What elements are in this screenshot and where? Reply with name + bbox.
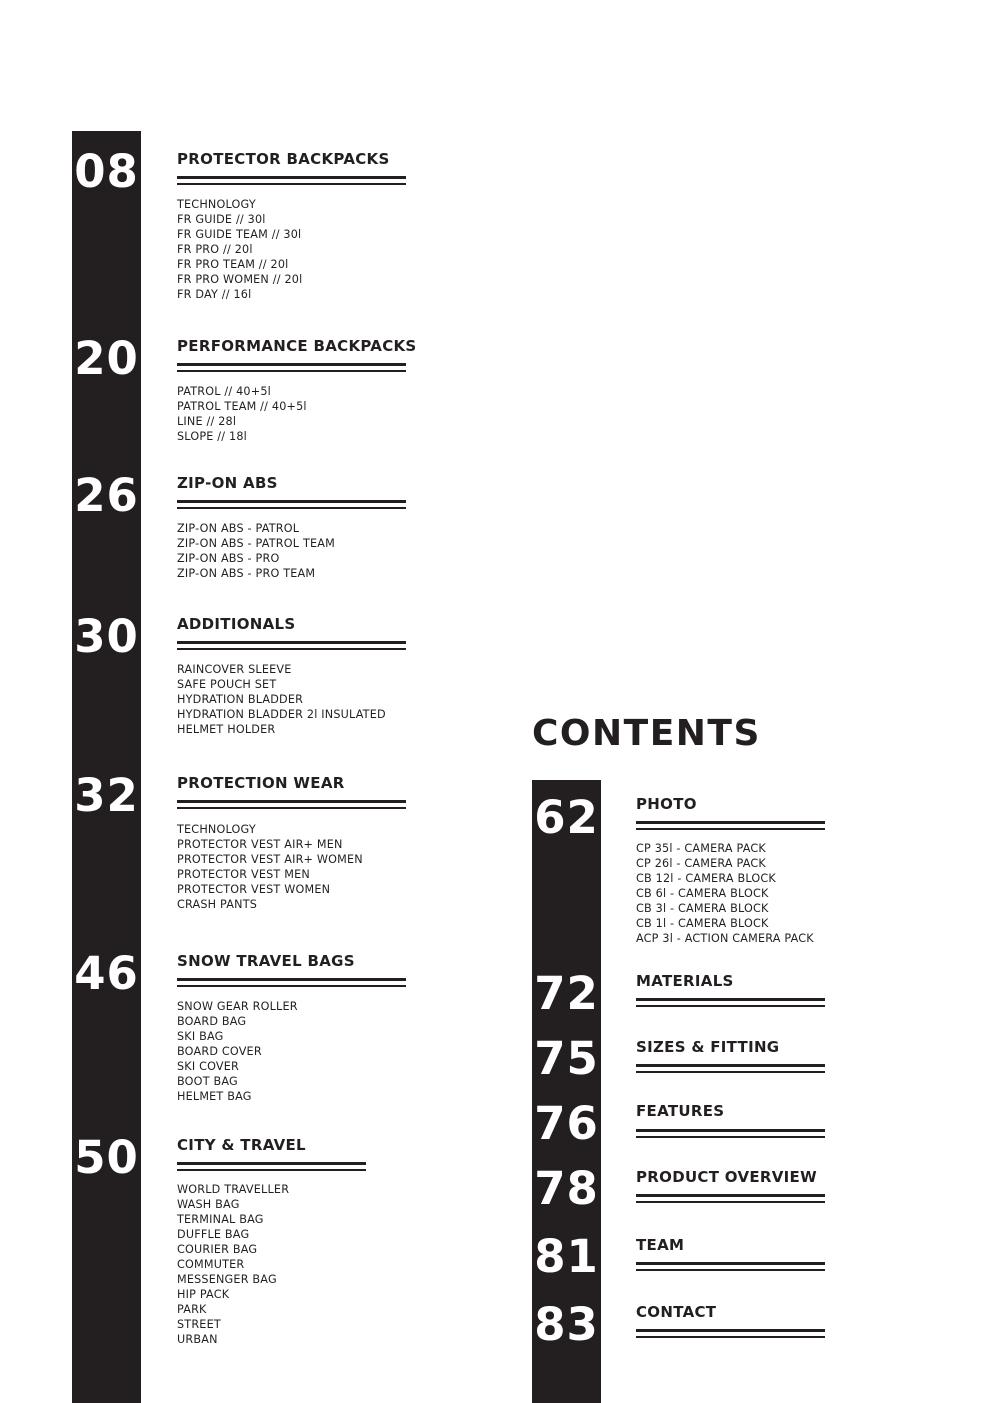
section-title: MATERIALS <box>636 972 734 990</box>
list-item: RAINCOVER SLEEVE <box>177 663 292 676</box>
section-divider <box>636 1329 825 1339</box>
section-title: SIZES & FITTING <box>636 1038 780 1056</box>
section-divider <box>177 978 406 988</box>
list-item: PATROL TEAM // 40+5l <box>177 400 307 413</box>
section-title: ZIP-ON ABS <box>177 474 278 492</box>
list-item: WASH BAG <box>177 1198 240 1211</box>
list-item: CB 12l - CAMERA BLOCK <box>636 872 776 885</box>
list-item: TECHNOLOGY <box>177 198 256 211</box>
section-title: PROTECTOR BACKPACKS <box>177 150 390 168</box>
section-divider <box>636 1194 825 1204</box>
list-item: PROTECTOR VEST WOMEN <box>177 883 331 896</box>
page-number: 50 <box>74 1131 139 1184</box>
section-item-list <box>177 197 302 302</box>
page-number: 32 <box>74 769 139 822</box>
list-item: ACP 3l - ACTION CAMERA PACK <box>636 932 814 945</box>
section-title: FEATURES <box>636 1102 725 1120</box>
list-item: WORLD TRAVELLER <box>177 1183 290 1196</box>
list-item: HYDRATION BLADDER 2l INSULATED <box>177 708 386 721</box>
list-item: SKI BAG <box>177 1030 224 1043</box>
section-title: TEAM <box>636 1236 685 1254</box>
list-item: HIP PACK <box>177 1288 230 1301</box>
section-title: CITY & TRAVEL <box>177 1136 306 1154</box>
page-number: 20 <box>74 332 139 385</box>
list-item: PROTECTOR VEST AIR+ WOMEN <box>177 853 363 866</box>
section-divider <box>636 998 825 1008</box>
list-item: FR PRO WOMEN // 20l <box>177 273 303 286</box>
page-number: 83 <box>534 1298 599 1351</box>
list-item: STREET <box>177 1318 221 1331</box>
list-item: SKI COVER <box>177 1060 240 1073</box>
section-item-list <box>177 822 363 912</box>
list-item: SAFE POUCH SET <box>177 678 277 691</box>
page-number: 62 <box>534 791 599 844</box>
page-number: 08 <box>74 145 139 198</box>
section-title: SNOW TRAVEL BAGS <box>177 952 355 970</box>
page-title: CONTENTS <box>532 713 761 754</box>
section-title: CONTACT <box>636 1303 717 1321</box>
section-divider <box>636 821 825 831</box>
list-item: SLOPE // 18l <box>177 430 247 443</box>
list-item: LINE // 28l <box>177 415 237 428</box>
list-item: FR DAY // 16l <box>177 288 252 301</box>
page-number: 75 <box>534 1032 599 1085</box>
list-item: COURIER BAG <box>177 1243 258 1256</box>
section-title: PRODUCT OVERVIEW <box>636 1168 817 1186</box>
list-item: CB 1l - CAMERA BLOCK <box>636 917 769 930</box>
section-item-list <box>177 662 386 737</box>
list-item: HELMET HOLDER <box>177 723 276 736</box>
page-number: 81 <box>534 1230 599 1283</box>
section-title: PHOTO <box>636 795 697 813</box>
list-item: ZIP-ON ABS - PATROL TEAM <box>177 537 335 550</box>
list-item: ZIP-ON ABS - PRO <box>177 552 280 565</box>
list-item: PARK <box>177 1303 207 1316</box>
page-number: 78 <box>534 1162 599 1215</box>
section-item-list <box>636 841 814 946</box>
list-item: HELMET BAG <box>177 1090 252 1103</box>
list-item: SNOW GEAR ROLLER <box>177 1000 298 1013</box>
section-divider <box>177 800 406 810</box>
list-item: DUFFLE BAG <box>177 1228 250 1241</box>
list-item: BOARD COVER <box>177 1045 262 1058</box>
list-item: FR PRO TEAM // 20l <box>177 258 289 271</box>
list-item: TECHNOLOGY <box>177 823 256 836</box>
list-item: CRASH PANTS <box>177 898 258 911</box>
section-item-list <box>177 521 335 581</box>
section-divider <box>177 363 406 373</box>
list-item: CB 6l - CAMERA BLOCK <box>636 887 769 900</box>
list-item: PROTECTOR VEST AIR+ MEN <box>177 838 343 851</box>
page-number: 72 <box>534 967 599 1020</box>
section-title: ADDITIONALS <box>177 615 296 633</box>
list-item: TERMINAL BAG <box>177 1213 264 1226</box>
section-item-list <box>177 1182 289 1347</box>
list-item: COMMUTER <box>177 1258 245 1271</box>
section-item-list <box>177 999 298 1104</box>
list-item: MESSENGER BAG <box>177 1273 277 1286</box>
section-divider <box>177 500 406 510</box>
list-item: FR PRO // 20l <box>177 243 253 256</box>
section-divider <box>636 1064 825 1074</box>
section-divider <box>636 1129 825 1139</box>
section-divider <box>177 641 406 651</box>
list-item: PROTECTOR VEST MEN <box>177 868 310 881</box>
list-item: ZIP-ON ABS - PATROL <box>177 522 300 535</box>
section-title: PROTECTION WEAR <box>177 774 345 792</box>
section-divider <box>177 176 406 186</box>
list-item: BOOT BAG <box>177 1075 238 1088</box>
section-divider <box>636 1262 825 1272</box>
list-item: PATROL // 40+5l <box>177 385 271 398</box>
list-item: FR GUIDE TEAM // 30l <box>177 228 302 241</box>
section-divider <box>177 1162 366 1172</box>
list-item: HYDRATION BLADDER <box>177 693 304 706</box>
left-page-number-bar <box>72 131 141 1403</box>
list-item: BOARD BAG <box>177 1015 247 1028</box>
section-title: PERFORMANCE BACKPACKS <box>177 337 417 355</box>
page-number: 30 <box>74 610 139 663</box>
list-item: CP 35l - CAMERA PACK <box>636 842 766 855</box>
list-item: CB 3l - CAMERA BLOCK <box>636 902 769 915</box>
list-item: CP 26l - CAMERA PACK <box>636 857 766 870</box>
page-number: 26 <box>74 469 139 522</box>
list-item: ZIP-ON ABS - PRO TEAM <box>177 567 316 580</box>
section-item-list <box>177 384 307 444</box>
list-item: URBAN <box>177 1333 218 1346</box>
page-number: 76 <box>534 1097 599 1150</box>
page-number: 46 <box>74 947 139 1000</box>
list-item: FR GUIDE // 30l <box>177 213 266 226</box>
